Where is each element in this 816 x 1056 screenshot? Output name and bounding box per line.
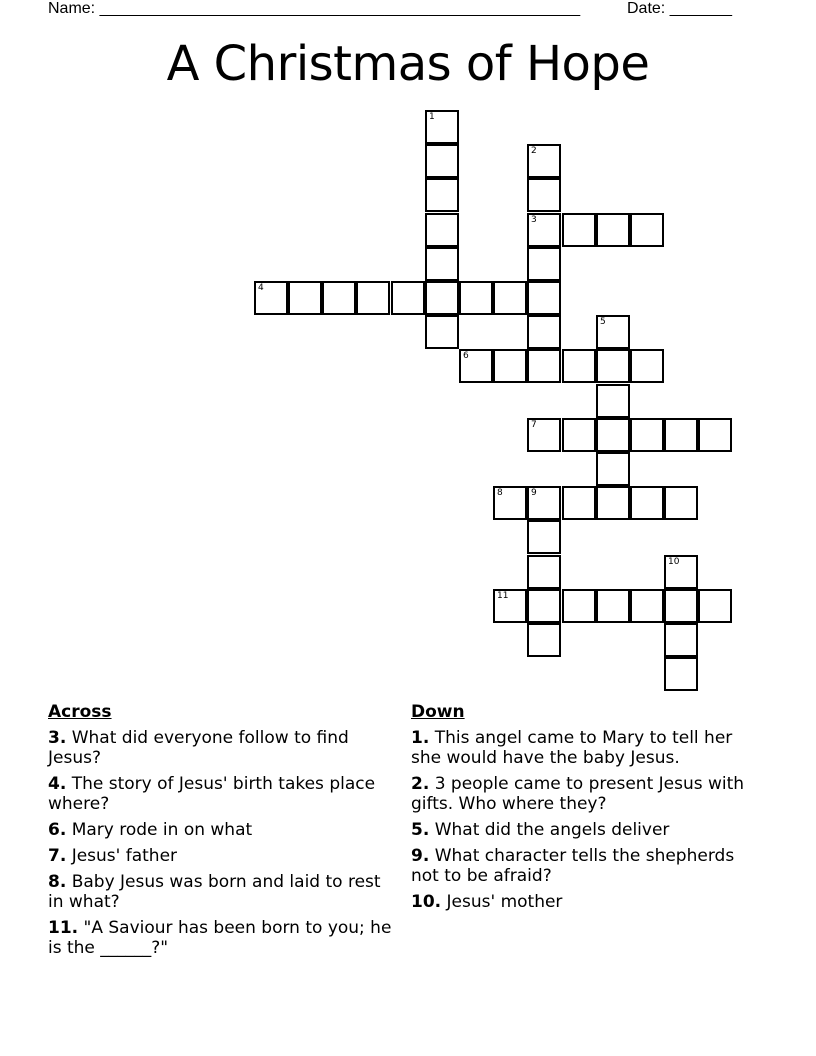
down-heading: Down <box>411 702 465 722</box>
clue-down-2 <box>411 774 761 814</box>
clue-text: The story of Jesus' birth takes place where? <box>48 774 376 814</box>
crossword-cell[interactable] <box>527 247 561 281</box>
clue-text: What character tells the shepherds not to be afraid? <box>411 846 735 886</box>
crossword-cell[interactable] <box>664 657 698 691</box>
clue-number-label: 10 <box>668 557 680 567</box>
crossword-cell[interactable] <box>527 213 561 247</box>
clue-text: What did everyone follow to find Jesus? <box>48 728 349 768</box>
clue-number: 2. <box>411 774 430 794</box>
crossword-cell[interactable] <box>664 486 698 520</box>
crossword-cell[interactable] <box>596 589 630 623</box>
clue-down-9 <box>411 846 761 886</box>
clue-number-label: 7 <box>531 420 537 430</box>
clue-text: Baby Jesus was born and laid to rest in what? <box>48 872 381 912</box>
clue-text: Jesus' father <box>71 846 178 866</box>
clue-across-11 <box>48 918 398 958</box>
crossword-cell[interactable] <box>527 589 561 623</box>
crossword-cell[interactable] <box>596 418 630 452</box>
crossword-cell[interactable] <box>527 418 561 452</box>
clue-number: 7. <box>48 846 67 866</box>
clue-number: 8. <box>48 872 67 892</box>
crossword-cell[interactable] <box>425 178 459 212</box>
clue-number: 11. <box>48 918 79 938</box>
crossword-cell[interactable] <box>322 281 356 315</box>
clue-number-label: 6 <box>463 351 469 361</box>
crossword-cell[interactable] <box>459 349 493 383</box>
clue-number-label: 8 <box>497 488 503 498</box>
crossword-cell[interactable] <box>664 589 698 623</box>
crossword-cell[interactable] <box>527 315 561 349</box>
crossword-cell[interactable] <box>425 315 459 349</box>
clue-number-label: 1 <box>429 112 435 122</box>
clue-down-1 <box>411 728 761 768</box>
crossword-cell[interactable] <box>254 281 288 315</box>
crossword-cell[interactable] <box>527 144 561 178</box>
name-field-label: Name: ______________________________________________________ <box>48 0 581 17</box>
crossword-cell[interactable] <box>596 349 630 383</box>
crossword-cell[interactable] <box>527 281 561 315</box>
clue-number: 6. <box>48 820 67 840</box>
crossword-cell[interactable] <box>493 281 527 315</box>
crossword-cell[interactable] <box>664 555 698 589</box>
across-clues <box>48 702 398 964</box>
crossword-cell[interactable] <box>562 213 596 247</box>
page-title: A Christmas of Hope <box>166 36 650 92</box>
clue-number: 1. <box>411 728 430 748</box>
crossword-cell[interactable] <box>596 486 630 520</box>
crossword-cell[interactable] <box>698 418 732 452</box>
crossword-cell[interactable] <box>527 555 561 589</box>
across-heading: Across <box>48 702 112 722</box>
crossword-cell[interactable] <box>425 213 459 247</box>
clue-number-label: 4 <box>258 283 264 293</box>
clue-across-6 <box>48 820 398 840</box>
crossword-cell[interactable] <box>562 418 596 452</box>
crossword-cell[interactable] <box>664 623 698 657</box>
clue-down-10 <box>411 892 761 912</box>
clue-down-5 <box>411 820 761 840</box>
crossword-cell[interactable] <box>527 623 561 657</box>
crossword-cell[interactable] <box>493 486 527 520</box>
crossword-cell[interactable] <box>596 213 630 247</box>
crossword-cell[interactable] <box>493 589 527 623</box>
crossword-cell[interactable] <box>527 520 561 554</box>
crossword-cell[interactable] <box>288 281 322 315</box>
crossword-cell[interactable] <box>664 418 698 452</box>
clue-number-label: 9 <box>531 488 537 498</box>
clue-text: What did the angels deliver <box>434 820 670 840</box>
crossword-cell[interactable] <box>630 349 664 383</box>
clue-text: Jesus' mother <box>446 892 563 912</box>
crossword-cell[interactable] <box>630 486 664 520</box>
date-field-label: Date: _______ <box>627 0 732 17</box>
crossword-cell[interactable] <box>493 349 527 383</box>
clue-number-label: 2 <box>531 146 537 156</box>
crossword-cell[interactable] <box>459 281 493 315</box>
clue-number: 3. <box>48 728 67 748</box>
crossword-cell[interactable] <box>425 144 459 178</box>
crossword-cell[interactable] <box>356 281 390 315</box>
clue-number: 10. <box>411 892 442 912</box>
clue-text: 3 people came to present Jesus with gifts. Who where they? <box>411 774 745 814</box>
crossword-cell[interactable] <box>391 281 425 315</box>
clue-text: "A Saviour has been born to you; he is the ______?" <box>48 918 392 958</box>
clue-number: 5. <box>411 820 430 840</box>
crossword-cell[interactable] <box>527 178 561 212</box>
clue-number-label: 11 <box>497 591 509 601</box>
clue-across-8 <box>48 872 398 912</box>
crossword-cell[interactable] <box>562 349 596 383</box>
clue-text: Mary rode in on what <box>71 820 253 840</box>
crossword-cell[interactable] <box>425 247 459 281</box>
crossword-cell[interactable] <box>527 349 561 383</box>
down-clues <box>411 702 761 918</box>
clue-across-3 <box>48 728 398 768</box>
clue-number-label: 3 <box>531 215 537 225</box>
clue-across-4 <box>48 774 398 814</box>
crossword-cell[interactable] <box>425 281 459 315</box>
crossword-cell[interactable] <box>562 589 596 623</box>
crossword-cell[interactable] <box>596 384 630 418</box>
clue-number: 9. <box>411 846 430 866</box>
crossword-cell[interactable] <box>630 213 664 247</box>
clue-number-label: 5 <box>600 317 606 327</box>
crossword-cell[interactable] <box>527 486 561 520</box>
crossword-cell[interactable] <box>425 110 459 144</box>
crossword-cell[interactable] <box>698 589 732 623</box>
crossword-cell[interactable] <box>630 589 664 623</box>
clue-across-7 <box>48 846 398 866</box>
clue-number: 4. <box>48 774 67 794</box>
crossword-cell[interactable] <box>630 418 664 452</box>
crossword-cell[interactable] <box>596 452 630 486</box>
crossword-cell[interactable] <box>562 486 596 520</box>
clue-text: This angel came to Mary to tell her she would have the baby Jesus. <box>411 728 733 768</box>
crossword-cell[interactable] <box>596 315 630 349</box>
